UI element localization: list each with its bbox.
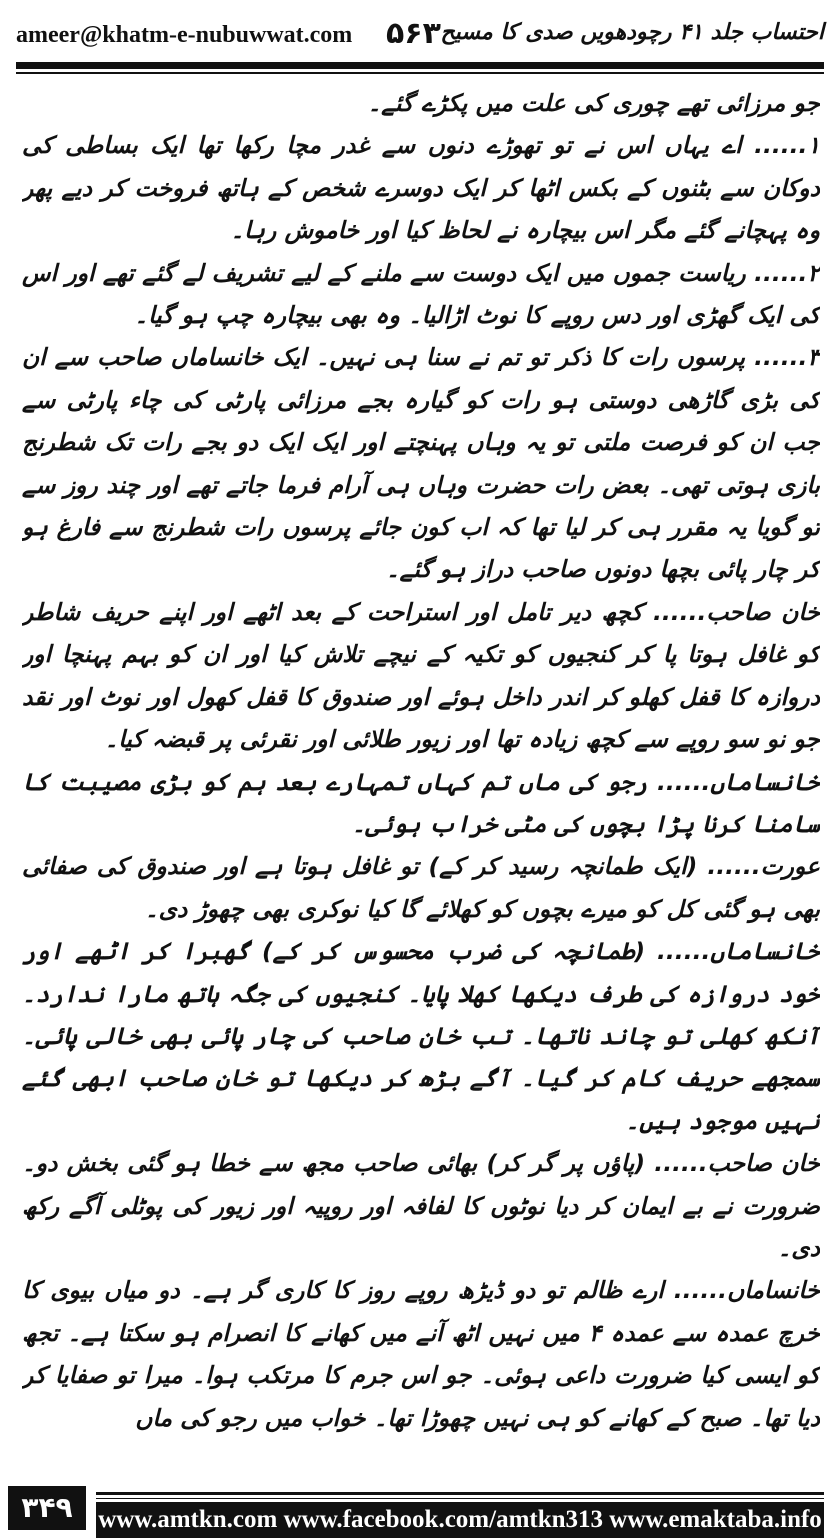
footer-urls: www.amtkn.com www.facebook.com/amtkn313 www.emaktaba.info — [96, 1502, 824, 1538]
paragraph: خانساماں...... رجو کی ماں تم کہاں تمہارے بعد ہم کو بڑی مصیبت کا سامنا کرنا پڑا بچوں کی مٹی خراب ہوئی۔ — [22, 767, 820, 838]
paragraph: عورت...... (ایک طمانچہ رسید کر کے) تو غافل ہوتا ہے اور صندوق کی صفائی بھی ہو گئی کل کو میرے بچوں کو کھلائے گا کیا نوکری بھی چھوڑ دی۔ — [22, 852, 820, 923]
folio-number: ۳۴۹ — [8, 1486, 86, 1530]
paragraph: خان صاحب...... کچھ دیر تامل اور استراحت کے بعد اٹھے اور اپنے حریف شاطر کو غافل ہوتا پا کر کنجیوں کو تکیہ کے نیچے تلاش کیا اور ان کو بہم پہنچا اور دروازہ کا قفل کھلو کر اندر داخل ہوئے اور صندوق کا قفل کھول اور نوٹ اور نقد جو نو سو روپے سے کچھ زیادہ تھا اور زیور طلائی اور نقرئی پر قبضہ کیا۔ — [22, 597, 820, 754]
footer-rule — [96, 1492, 824, 1495]
paragraph: خان صاحب...... (پاؤں پر گر کر) بھائی صاحب مجھ سے خطا ہو گئی بخش دو۔ ضرورت نے بے ایمان کر دیا نوٹوں کا لفافہ اور روپیہ اور زیور کی پوٹلی آگے رکھ دی۔ — [22, 1149, 820, 1262]
page-number: ۵۶۳ — [386, 16, 441, 51]
paragraph: جو مرزائی تھے چوری کی علت میں پکڑے گئے۔ — [367, 89, 820, 117]
header-rule-thin — [16, 72, 824, 74]
paragraph: ۳...... پرسوں رات کا ذکر تو تم نے سنا ہی نہیں۔ ایک خانساماں صاحب سے ان کی بڑی گاڑھی دوستی ہو رات کو گیارہ بجے مرزائی پارٹی کی چاء پارٹی سے جب ان کو فرصت ملتی تو یہ وہاں پہنچتے اور ایک ایک دو بجے رات تک شطرنج بازی ہوتی تھی۔ بعض رات حضرت وہاں ہی آرام فرما جاتے تھے اور چند روز سے تو گویا یہ مقرر ہی کر لیا تھا کہ اب کون جائے پرسوں رات شطرنج سے فارغ ہو کر چار پائی بچھا دونوں صاحب دراز ہو گئے۔ — [22, 343, 820, 584]
footer-rule-thin — [96, 1498, 824, 1499]
page-header — [0, 0, 840, 62]
header-rule-thick — [16, 62, 824, 69]
body-text — [22, 82, 820, 1470]
paragraph: ۱...... اے یہاں اس نے تو تھوڑے دنوں سے غدر مچا رکھا تھا ایک بساطی کی دوکان سے بٹنوں کے بکس اٹھا کر ایک دوسرے شخص کے ہاتھ فروخت کر دیے پھر وہ پہچانے گئے مگر اس بیچارہ نے لحاظ کیا اور خاموش رہا۔ — [22, 131, 820, 245]
paragraph: خانساماں...... (طمانچہ کی ضرب محسوس کر کے) گھبرا کر اٹھے اور خود دروازہ کی طرف دیکھا کھلا پایا۔ کنجیوں کی جگہ ہاتھ مارا ندارد۔ آنکھ کھلی تو چاند ناتھا۔ تب خان صاحب کی چار پائی بھی خالی پائی۔ سمجھے حریف کام کر گیا۔ آگے بڑھ کر دیکھا تو خان صاحب ابھی گئے نہیں موجود ہیں۔ — [22, 937, 820, 1135]
header-email: ameer@khatm-e-nubuwwat.com — [16, 22, 353, 48]
paragraph: خانساماں...... ارے ظالم تو دو ڈیڑھ روپے روز کا کاری گر ہے۔ دو میاں بیوی کا خرچ عمدہ سے عمدہ ۴ میں نہیں اٹھ آنے میں کھانے کا انصرام ہو سکتا ہے۔ تجھ کو ایسی کیا ضرورت داعی ہوئی۔ جو اس جرم کا مرتکب ہوا۔ میرا تو صفایا کر دیا تھا۔ صبح کے کھانے کو ہی نہیں چھوڑا تھا۔ خواب میں رجو کی ماں — [22, 1276, 820, 1432]
page-footer — [0, 1478, 840, 1540]
running-title: احتساب جلد ۴۱ رچودھویں صدی کا مسیح — [440, 20, 824, 45]
paragraph: ۲...... ریاست جموں میں ایک دوست سے ملنے کے لیے تشریف لے گئے تھے اور اس کی ایک گھڑی اور دس روپے کا نوٹ اڑالیا۔ وہ بھی بیچارہ چپ ہو گیا۔ — [22, 258, 820, 330]
